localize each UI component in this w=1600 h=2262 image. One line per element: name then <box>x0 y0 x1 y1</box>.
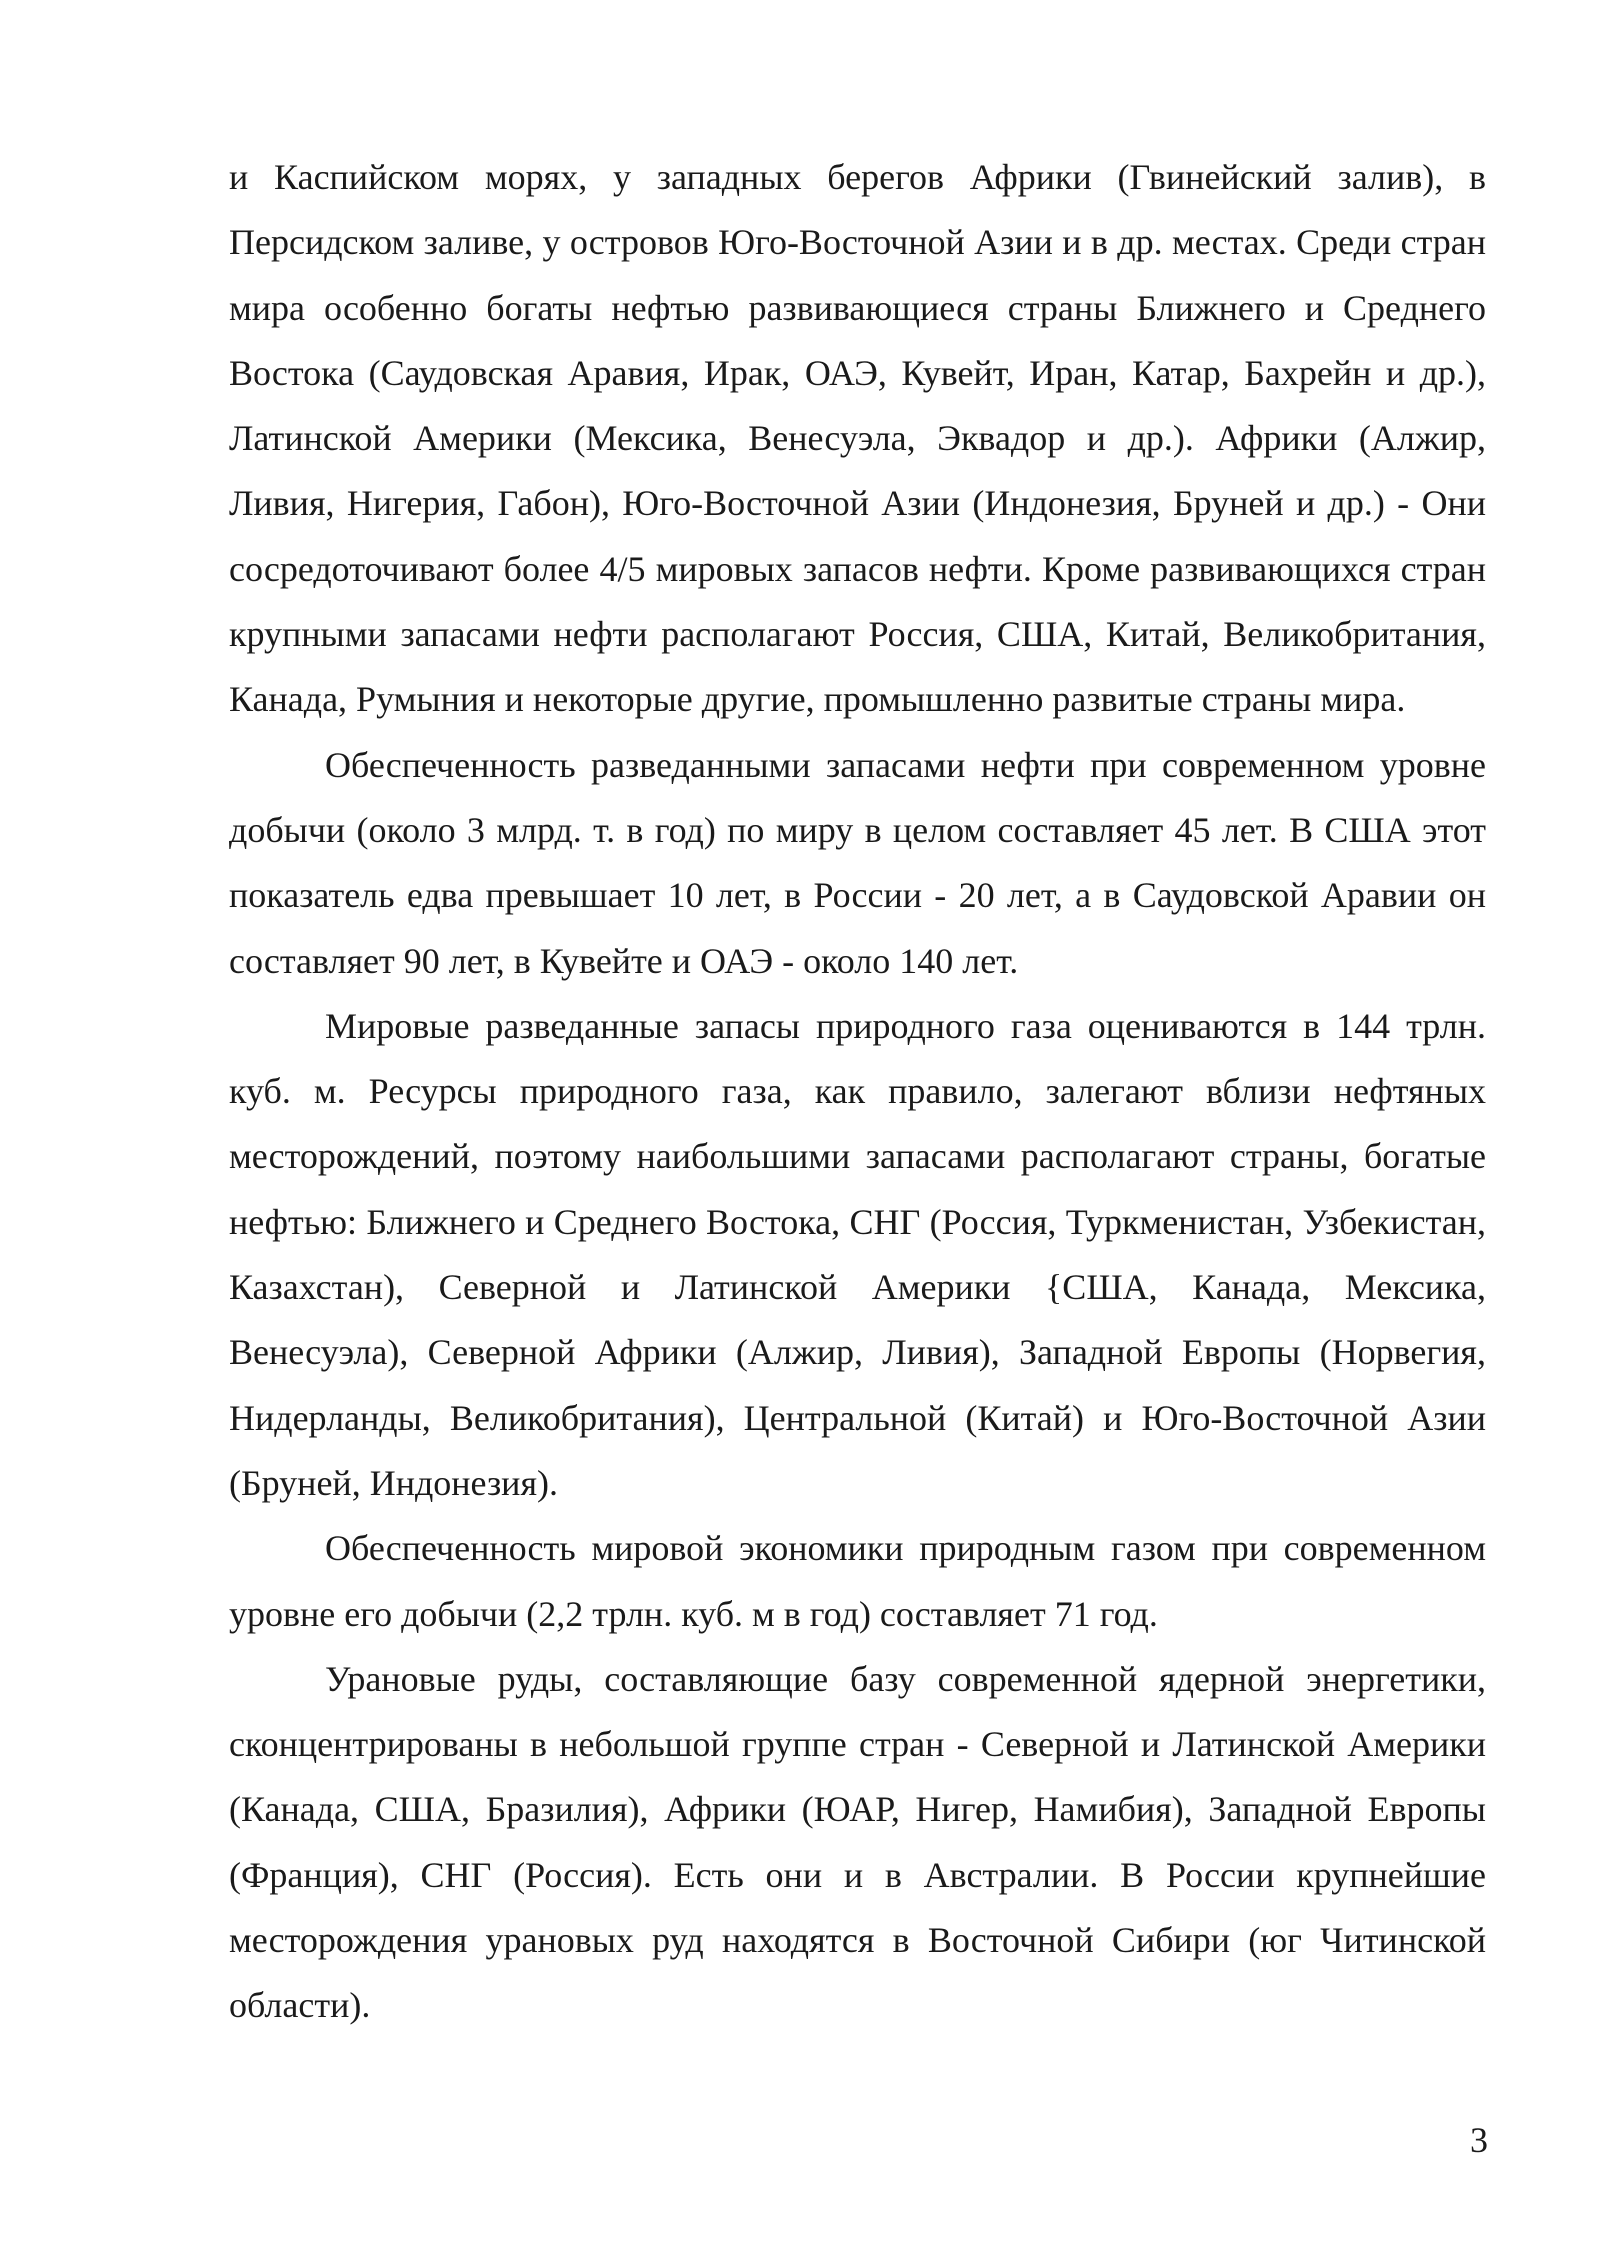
paragraph-natural-gas-reserves: Мировые разведанные запасы природного газа оцениваются в 144 трлн. куб. м. Ресурсы природного газа, как правило, залегают вблизи нефтяных месторождений, поэтому наибольшими запасами располагают страны, богатые нефтью: Ближнего и Среднего Востока, СНГ (Россия, Туркменистан, Узбекистан, Казахстан), Северной и Латинской Америки {США, Канада, Мексика, Венесуэла), Северной Африки (Алжир, Ливия), Западной Европы (Норвегия, Нидерланды, Великобритания), Центральной (Китай) и Юго-Восточной Азии (Бруней, Индонезия). <box>229 1005 1486 1503</box>
body-text <box>229 145 1486 2039</box>
paragraph-uranium-ores: Урановые руды, составляющие базу современной ядерной энергетики, сконцентрированы в небольшой группе стран - Северной и Латинской Америки (Канада, США, Бразилия), Африки (ЮАР, Нигер, Намибия), Западной Европы (Франция), СНГ (Россия). Есть они и в Австралии. В России крупнейшие месторождения урановых руд находятся в Восточной Сибири (юг Читинской области). <box>229 1658 1486 2026</box>
paragraph-gas-supply-duration: Обеспеченность мировой экономики природным газом при современном уровне его добычи (2,2 трлн. куб. м в год) составляет 71 год. <box>229 1528 1486 1634</box>
paragraph-oil-regions: и Каспийском морях, у западных берегов Африки (Гвинейский залив), в Персидском заливе, у островов Юго-Восточной Азии и в др. местах. Среди стран мира особенно богаты нефтью развивающиеся страны Ближнего и Среднего Востока (Саудовская Аравия, Ирак, ОАЭ, Кувейт, Иран, Катар, Бахрейн и др.), Латинской Америки (Мексика, Венесуэла, Эквадор и др.). Африки (Алжир, Ливия, Нигерия, Габон), Юго-Восточной Азии (Индонезия, Бруней и др.) - Они сосредоточивают более 4/5 мировых запасов нефти. Кроме развивающихся стран крупными запасами нефти располагают Россия, США, Китай, Великобритания, Канада, Румыния и некоторые другие, промышленно развитые страны мира. <box>229 157 1486 720</box>
page-number: 3 <box>1470 2120 1488 2160</box>
paragraph-oil-reserves-duration: Обеспеченность разведанными запасами нефти при современном уровне добычи (около 3 млрд. т. в год) по миру в целом составляет 45 лет. В США этот показатель едва превышает 10 лет, в России - 20 лет, а в Саудовской Аравии он составляет 90 лет, в Кувейте и ОАЭ - около 140 лет. <box>229 744 1486 981</box>
